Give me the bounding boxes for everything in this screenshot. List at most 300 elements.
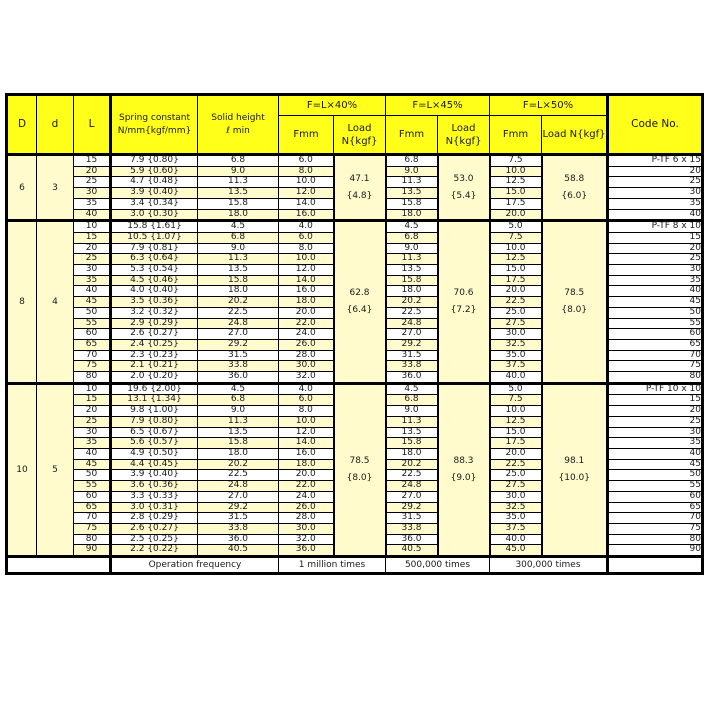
cell-L: 50	[74, 307, 111, 318]
cell-code-no: 70	[608, 513, 703, 524]
header-group-40: F=L×40%	[279, 95, 386, 116]
cell-fmm-45: 4.5	[386, 221, 438, 233]
cell-d: 5	[37, 383, 74, 556]
cell-L: 45	[74, 459, 111, 470]
header-solid-height	[198, 95, 279, 155]
cell-load-45	[438, 221, 490, 384]
cell-L: 55	[74, 318, 111, 329]
cell-code-no: 50	[608, 470, 703, 481]
cell-fmm-45: 6.8	[386, 232, 438, 243]
cell-L: 90	[74, 545, 111, 557]
cell-solid-height: 13.5	[198, 265, 279, 276]
cell-L: 25	[74, 177, 111, 188]
cell-fmm-45: 20.2	[386, 297, 438, 308]
cell-solid-height: 22.5	[198, 470, 279, 481]
cell-fmm-40: 4.0	[279, 221, 334, 233]
cell-code-no: 30	[608, 188, 703, 199]
cell-fmm-45: 15.8	[386, 275, 438, 286]
cell-spring-constant: 4.5 {0.46}	[111, 275, 198, 286]
cell-code-no: 50	[608, 307, 703, 318]
cell-spring-constant: 19.6 {2.00}	[111, 383, 198, 395]
cell-fmm-40: 8.0	[279, 243, 334, 254]
cell-fmm-50: 27.5	[490, 318, 542, 329]
cell-fmm-45: 18.0	[386, 286, 438, 297]
cell-code-no: 80	[608, 372, 703, 384]
cell-spring-constant: 2.2 {0.22}	[111, 545, 198, 557]
cell-spring-constant: 2.0 {0.20}	[111, 372, 198, 384]
cell-D: 10	[7, 383, 37, 556]
cell-solid-height: 29.2	[198, 502, 279, 513]
footer-row	[7, 557, 703, 574]
cell-fmm-40: 22.0	[279, 481, 334, 492]
cell-solid-height: 31.5	[198, 513, 279, 524]
cell-fmm-50: 20.0	[490, 448, 542, 459]
cell-L: 55	[74, 481, 111, 492]
cell-code-no: 40	[608, 209, 703, 221]
cell-fmm-45: 22.5	[386, 470, 438, 481]
cell-load-50-line2: {6.0}	[561, 190, 588, 201]
cell-L: 60	[74, 491, 111, 502]
cell-L: 50	[74, 470, 111, 481]
cell-fmm-50: 35.0	[490, 513, 542, 524]
cell-code-no: 60	[608, 329, 703, 340]
cell-fmm-40: 18.0	[279, 459, 334, 470]
cell-fmm-50: 10.0	[490, 406, 542, 417]
cell-L: 60	[74, 329, 111, 340]
cell-code-no: 75	[608, 361, 703, 372]
cell-load-50-line1: 98.1	[564, 455, 585, 466]
cell-L: 70	[74, 513, 111, 524]
header-load-40	[334, 116, 386, 155]
cell-solid-height: 27.0	[198, 491, 279, 502]
cell-fmm-45: 13.5	[386, 427, 438, 438]
cell-fmm-40: 36.0	[279, 545, 334, 557]
header-load-45-line2: N{kgf}	[445, 135, 482, 147]
cell-fmm-45: 6.8	[386, 395, 438, 406]
cell-spring-constant: 2.3 {0.23}	[111, 350, 198, 361]
cell-L: 35	[74, 438, 111, 449]
cell-L: 70	[74, 350, 111, 361]
cell-load-40-line2: {6.4}	[346, 304, 373, 315]
cell-load-45-line1: 70.6	[453, 287, 474, 298]
cell-code-no: P-TF 8 x 10	[608, 221, 703, 233]
cell-solid-height: 27.0	[198, 329, 279, 340]
cell-spring-constant: 3.9 {0.40}	[111, 188, 198, 199]
cell-spring-constant: 4.7 {0.48}	[111, 177, 198, 188]
cell-spring-constant: 4.9 {0.50}	[111, 448, 198, 459]
cell-spring-constant: 5.3 {0.54}	[111, 265, 198, 276]
cell-L: 80	[74, 534, 111, 545]
cell-load-50-line2: {10.0}	[558, 472, 590, 483]
cell-fmm-45: 33.8	[386, 523, 438, 534]
footer-frequency-50: 300,000 times	[490, 557, 608, 574]
cell-code-no: P-TF 6 x 15	[608, 155, 703, 167]
cell-L: 10	[74, 221, 111, 233]
cell-fmm-50: 15.0	[490, 427, 542, 438]
table-row	[7, 383, 703, 395]
cell-L: 40	[74, 286, 111, 297]
cell-code-no: 40	[608, 448, 703, 459]
cell-fmm-40: 26.0	[279, 339, 334, 350]
cell-fmm-45: 6.8	[386, 155, 438, 167]
cell-load-45-line2: {5.4}	[450, 190, 477, 201]
cell-code-no: 25	[608, 416, 703, 427]
cell-solid-height: 36.0	[198, 372, 279, 384]
cell-fmm-40: 30.0	[279, 523, 334, 534]
cell-fmm-40: 4.0	[279, 383, 334, 395]
cell-fmm-45: 24.8	[386, 318, 438, 329]
header-load-40-line2: N{kgf}	[341, 135, 378, 147]
cell-spring-constant: 15.8 {1.61}	[111, 221, 198, 233]
cell-solid-height: 9.0	[198, 243, 279, 254]
cell-fmm-50: 22.5	[490, 297, 542, 308]
cell-solid-height: 18.0	[198, 448, 279, 459]
cell-fmm-45: 4.5	[386, 383, 438, 395]
cell-fmm-40: 6.0	[279, 232, 334, 243]
cell-fmm-40: 18.0	[279, 297, 334, 308]
cell-solid-height: 24.8	[198, 318, 279, 329]
cell-fmm-50: 22.5	[490, 459, 542, 470]
cell-L: 20	[74, 243, 111, 254]
header-spring-constant	[111, 95, 198, 155]
cell-spring-constant: 3.2 {0.32}	[111, 307, 198, 318]
cell-solid-height: 9.0	[198, 406, 279, 417]
cell-spring-constant: 3.3 {0.33}	[111, 491, 198, 502]
cell-fmm-40: 24.0	[279, 491, 334, 502]
cell-fmm-40: 28.0	[279, 350, 334, 361]
cell-fmm-40: 6.0	[279, 395, 334, 406]
cell-fmm-50: 25.0	[490, 307, 542, 318]
spring-spec-table	[5, 93, 704, 575]
cell-code-no: 55	[608, 481, 703, 492]
cell-L: 10	[74, 383, 111, 395]
cell-L: 15	[74, 395, 111, 406]
cell-load-40	[334, 221, 386, 384]
cell-L: 25	[74, 254, 111, 265]
cell-spring-constant: 4.0 {0.40}	[111, 286, 198, 297]
cell-spring-constant: 3.6 {0.36}	[111, 481, 198, 492]
cell-fmm-50: 40.0	[490, 534, 542, 545]
cell-fmm-50: 12.5	[490, 177, 542, 188]
cell-fmm-45: 9.0	[386, 166, 438, 177]
cell-L: 40	[74, 209, 111, 221]
cell-fmm-50: 5.0	[490, 383, 542, 395]
header-fmm-50: Fmm	[490, 116, 542, 155]
cell-L: 25	[74, 416, 111, 427]
table-row	[7, 221, 703, 233]
cell-solid-height: 6.8	[198, 155, 279, 167]
cell-L: 40	[74, 448, 111, 459]
cell-fmm-40: 10.0	[279, 254, 334, 265]
cell-solid-height: 6.8	[198, 232, 279, 243]
cell-fmm-45: 33.8	[386, 361, 438, 372]
cell-code-no: P-TF 10 x 10	[608, 383, 703, 395]
cell-D: 8	[7, 221, 37, 384]
cell-solid-height: 29.2	[198, 339, 279, 350]
cell-fmm-45: 9.0	[386, 243, 438, 254]
cell-spring-constant: 4.4 {0.45}	[111, 459, 198, 470]
cell-spring-constant: 2.8 {0.29}	[111, 513, 198, 524]
header-load-45	[438, 116, 490, 155]
cell-spring-constant: 5.6 {0.57}	[111, 438, 198, 449]
header-solid-height-line1: Solid height	[211, 112, 265, 123]
cell-fmm-50: 12.5	[490, 254, 542, 265]
cell-fmm-50: 37.5	[490, 523, 542, 534]
cell-solid-height: 20.2	[198, 297, 279, 308]
cell-solid-height: 4.5	[198, 383, 279, 395]
cell-fmm-40: 22.0	[279, 318, 334, 329]
cell-fmm-40: 14.0	[279, 275, 334, 286]
cell-fmm-50: 7.5	[490, 155, 542, 167]
cell-code-no: 55	[608, 318, 703, 329]
cell-D: 6	[7, 155, 37, 221]
cell-fmm-45: 40.5	[386, 545, 438, 557]
cell-spring-constant: 6.5 {0.67}	[111, 427, 198, 438]
cell-fmm-50: 27.5	[490, 481, 542, 492]
cell-fmm-40: 6.0	[279, 155, 334, 167]
cell-L: 20	[74, 406, 111, 417]
cell-load-50-line1: 58.8	[564, 173, 585, 184]
cell-fmm-40: 20.0	[279, 307, 334, 318]
cell-code-no: 65	[608, 339, 703, 350]
footer-blank-right	[608, 557, 703, 574]
cell-load-45-line1: 88.3	[453, 455, 474, 466]
cell-spring-constant: 2.6 {0.27}	[111, 523, 198, 534]
cell-fmm-40: 8.0	[279, 166, 334, 177]
cell-load-40-line2: {8.0}	[346, 472, 373, 483]
cell-fmm-45: 36.0	[386, 534, 438, 545]
cell-fmm-45: 29.2	[386, 502, 438, 513]
cell-solid-height: 11.3	[198, 177, 279, 188]
cell-spring-constant: 3.0 {0.30}	[111, 209, 198, 221]
cell-fmm-45: 15.8	[386, 198, 438, 209]
cell-code-no: 70	[608, 350, 703, 361]
table-body	[7, 155, 703, 557]
cell-fmm-50: 45.0	[490, 545, 542, 557]
cell-solid-height: 6.8	[198, 395, 279, 406]
header-fmm-45: Fmm	[386, 116, 438, 155]
cell-load-50-line2: {8.0}	[561, 304, 588, 315]
cell-spring-constant: 2.6 {0.27}	[111, 329, 198, 340]
cell-spring-constant: 2.4 {0.25}	[111, 339, 198, 350]
cell-L: 65	[74, 502, 111, 513]
cell-fmm-50: 12.5	[490, 416, 542, 427]
header-load-40-line1: Load	[347, 122, 372, 134]
cell-L: 30	[74, 427, 111, 438]
cell-fmm-50: 32.5	[490, 339, 542, 350]
cell-spring-constant: 10.5 {1.07}	[111, 232, 198, 243]
header-fmm-40: Fmm	[279, 116, 334, 155]
cell-fmm-40: 12.0	[279, 427, 334, 438]
cell-solid-height: 13.5	[198, 427, 279, 438]
cell-fmm-50: 37.5	[490, 361, 542, 372]
header-load-50: Load N{kgf}	[542, 116, 608, 155]
cell-fmm-40: 10.0	[279, 177, 334, 188]
cell-code-no: 30	[608, 265, 703, 276]
footer-label: Operation frequency	[111, 557, 279, 574]
cell-fmm-40: 16.0	[279, 448, 334, 459]
cell-load-40-line1: 47.1	[349, 173, 370, 184]
cell-load-40-line2: {4.8}	[346, 190, 373, 201]
cell-fmm-50: 7.5	[490, 395, 542, 406]
cell-solid-height: 15.8	[198, 275, 279, 286]
cell-fmm-45: 11.3	[386, 177, 438, 188]
cell-spring-constant: 3.4 {0.34}	[111, 198, 198, 209]
cell-code-no: 20	[608, 166, 703, 177]
cell-fmm-50: 32.5	[490, 502, 542, 513]
cell-fmm-50: 35.0	[490, 350, 542, 361]
header-D: D	[7, 95, 37, 155]
cell-fmm-40: 32.0	[279, 372, 334, 384]
cell-spring-constant: 5.9 {0.60}	[111, 166, 198, 177]
cell-fmm-45: 31.5	[386, 513, 438, 524]
cell-spring-constant: 6.3 {0.64}	[111, 254, 198, 265]
cell-fmm-45: 11.3	[386, 254, 438, 265]
cell-fmm-40: 16.0	[279, 286, 334, 297]
cell-L: 80	[74, 372, 111, 384]
cell-load-40-line1: 62.8	[349, 287, 370, 298]
cell-fmm-40: 16.0	[279, 209, 334, 221]
cell-load-50	[542, 155, 608, 221]
cell-fmm-45: 36.0	[386, 372, 438, 384]
cell-load-50	[542, 383, 608, 556]
cell-solid-height: 20.2	[198, 459, 279, 470]
cell-fmm-50: 10.0	[490, 166, 542, 177]
cell-solid-height: 11.3	[198, 416, 279, 427]
cell-fmm-50: 25.0	[490, 470, 542, 481]
cell-L: 15	[74, 155, 111, 167]
cell-spring-constant: 9.8 {1.00}	[111, 406, 198, 417]
cell-fmm-45: 29.2	[386, 339, 438, 350]
cell-L: 30	[74, 265, 111, 276]
header-L: L	[74, 95, 111, 155]
cell-solid-height: 9.0	[198, 166, 279, 177]
cell-fmm-45: 20.2	[386, 459, 438, 470]
header-group-50: F=L×50%	[490, 95, 608, 116]
cell-fmm-50: 17.5	[490, 438, 542, 449]
cell-code-no: 60	[608, 491, 703, 502]
cell-fmm-50: 15.0	[490, 188, 542, 199]
cell-spring-constant: 7.9 {0.80}	[111, 155, 198, 167]
cell-fmm-45: 13.5	[386, 265, 438, 276]
cell-code-no: 15	[608, 232, 703, 243]
cell-load-45-line2: {9.0}	[450, 472, 477, 483]
cell-code-no: 40	[608, 286, 703, 297]
cell-fmm-45: 27.0	[386, 329, 438, 340]
header-group-45: F=L×45%	[386, 95, 490, 116]
cell-L: 75	[74, 523, 111, 534]
cell-code-no: 45	[608, 297, 703, 308]
cell-fmm-45: 9.0	[386, 406, 438, 417]
footer-frequency-45: 500,000 times	[386, 557, 490, 574]
footer-frequency-40: 1 million times	[279, 557, 386, 574]
cell-load-45	[438, 155, 490, 221]
cell-code-no: 45	[608, 459, 703, 470]
cell-fmm-45: 27.0	[386, 491, 438, 502]
cell-fmm-45: 24.8	[386, 481, 438, 492]
table-row	[7, 155, 703, 167]
cell-fmm-50: 15.0	[490, 265, 542, 276]
cell-fmm-50: 40.0	[490, 372, 542, 384]
cell-solid-height: 4.5	[198, 221, 279, 233]
header-code-no: Code No.	[608, 95, 703, 155]
cell-spring-constant: 2.5 {0.25}	[111, 534, 198, 545]
cell-L: 30	[74, 188, 111, 199]
cell-code-no: 25	[608, 254, 703, 265]
cell-L: 35	[74, 275, 111, 286]
cell-fmm-45: 18.0	[386, 448, 438, 459]
cell-L: 35	[74, 198, 111, 209]
cell-spring-constant: 3.9 {0.40}	[111, 470, 198, 481]
cell-L: 45	[74, 297, 111, 308]
cell-solid-height: 11.3	[198, 254, 279, 265]
cell-L: 15	[74, 232, 111, 243]
cell-load-50	[542, 221, 608, 384]
cell-spring-constant: 7.9 {0.80}	[111, 416, 198, 427]
cell-code-no: 35	[608, 198, 703, 209]
header-solid-height-line2: ℓ min	[226, 125, 250, 136]
cell-fmm-40: 32.0	[279, 534, 334, 545]
cell-solid-height: 15.8	[198, 438, 279, 449]
cell-solid-height: 18.0	[198, 286, 279, 297]
cell-fmm-50: 30.0	[490, 491, 542, 502]
cell-fmm-40: 28.0	[279, 513, 334, 524]
cell-load-45-line1: 53.0	[453, 173, 474, 184]
cell-L: 20	[74, 166, 111, 177]
footer-blank-left	[7, 557, 111, 574]
cell-code-no: 90	[608, 545, 703, 557]
cell-fmm-40: 12.0	[279, 265, 334, 276]
cell-fmm-45: 13.5	[386, 188, 438, 199]
cell-solid-height: 18.0	[198, 209, 279, 221]
cell-fmm-50: 20.0	[490, 209, 542, 221]
cell-code-no: 75	[608, 523, 703, 534]
cell-fmm-40: 14.0	[279, 198, 334, 209]
cell-fmm-50: 7.5	[490, 232, 542, 243]
cell-load-40-line1: 78.5	[349, 455, 370, 466]
cell-fmm-50: 17.5	[490, 275, 542, 286]
cell-code-no: 65	[608, 502, 703, 513]
cell-solid-height: 24.8	[198, 481, 279, 492]
cell-fmm-50: 30.0	[490, 329, 542, 340]
cell-solid-height: 33.8	[198, 523, 279, 534]
cell-L: 65	[74, 339, 111, 350]
cell-load-45-line2: {7.2}	[450, 304, 477, 315]
cell-d: 3	[37, 155, 74, 221]
cell-fmm-40: 26.0	[279, 502, 334, 513]
header-d: d	[37, 95, 74, 155]
cell-code-no: 30	[608, 427, 703, 438]
cell-fmm-40: 14.0	[279, 438, 334, 449]
cell-fmm-45: 22.5	[386, 307, 438, 318]
cell-solid-height: 13.5	[198, 188, 279, 199]
cell-fmm-45: 15.8	[386, 438, 438, 449]
cell-solid-height: 22.5	[198, 307, 279, 318]
cell-load-40	[334, 383, 386, 556]
cell-code-no: 20	[608, 243, 703, 254]
cell-spring-constant: 3.0 {0.31}	[111, 502, 198, 513]
cell-code-no: 80	[608, 534, 703, 545]
cell-load-45	[438, 383, 490, 556]
cell-spring-constant: 3.5 {0.36}	[111, 297, 198, 308]
header-spring-constant-line2: N/mm{kgf/mm}	[117, 125, 192, 136]
cell-code-no: 35	[608, 275, 703, 286]
cell-code-no: 35	[608, 438, 703, 449]
cell-d: 4	[37, 221, 74, 384]
cell-load-40	[334, 155, 386, 221]
cell-fmm-50: 20.0	[490, 286, 542, 297]
cell-solid-height: 31.5	[198, 350, 279, 361]
